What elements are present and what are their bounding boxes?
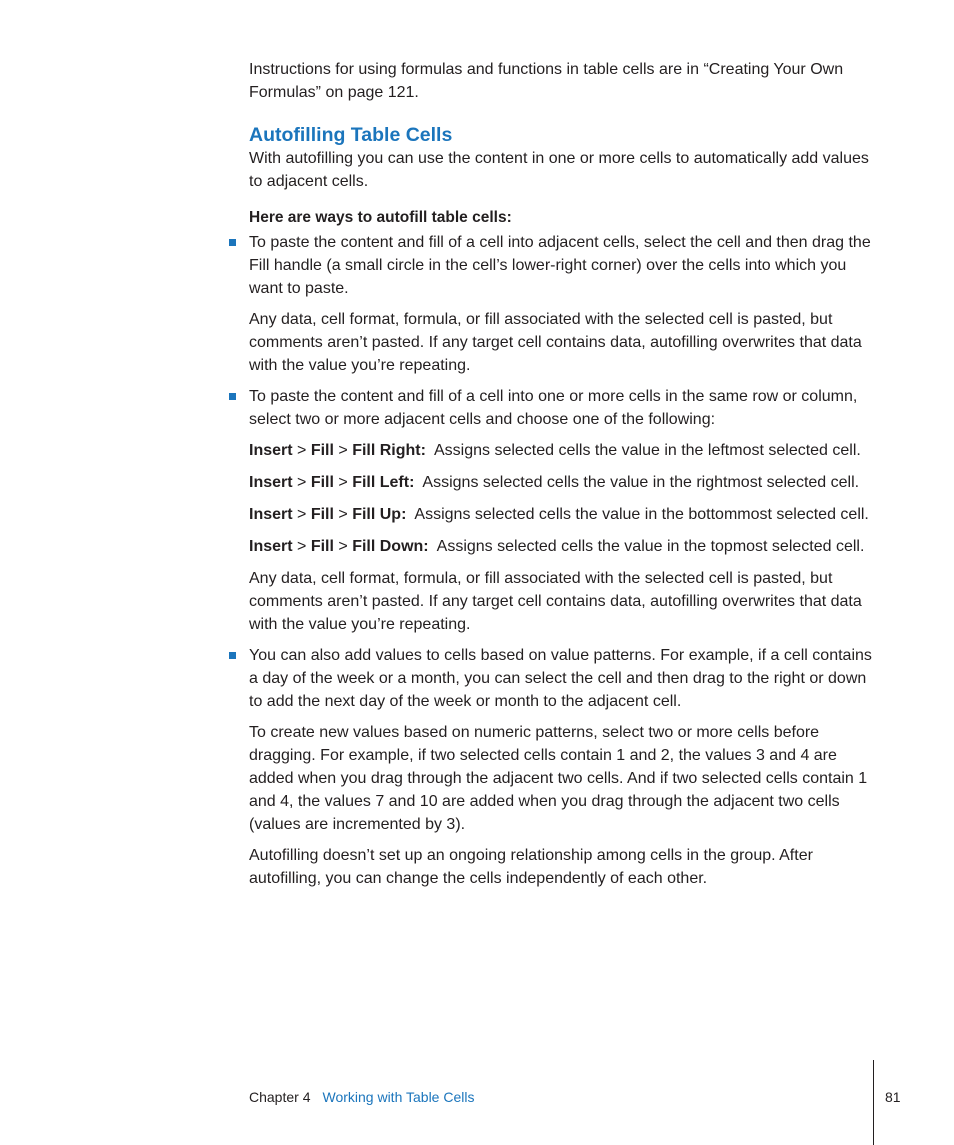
footer-chapter: Chapter 4 bbox=[249, 1089, 311, 1105]
bullet-square-icon bbox=[229, 652, 236, 659]
command-path: Insert > Fill > Fill Right: bbox=[249, 442, 426, 459]
bullet-square-icon bbox=[229, 393, 236, 400]
page-number: 81 bbox=[885, 1089, 901, 1105]
section-heading: Autofilling Table Cells bbox=[249, 124, 453, 146]
command-description: Assigns selected cells the value in the leftmost selected cell. bbox=[433, 442, 861, 459]
bullet-followup: Autofilling doesn’t set up an ongoing relationship among cells in the group. After autofilling, you can change the cells independently of each other. bbox=[249, 847, 813, 887]
command-line bbox=[249, 471, 879, 494]
footer-divider bbox=[873, 1060, 874, 1145]
command-description: Assigns selected cells the value in the rightmost selected cell. bbox=[422, 474, 860, 491]
bullet-item bbox=[249, 231, 879, 300]
bullet-square-icon bbox=[229, 239, 236, 246]
bullet-text: To paste the content and fill of a cell into adjacent cells, select the cell and then drag the Fill handle (a small circle in the cell’s lower-right corner) over the cells into which you want to paste. bbox=[249, 234, 871, 297]
command-path: Insert > Fill > Fill Up: bbox=[249, 506, 407, 523]
section-lead: With autofilling you can use the content in one or more cells to automatically add values to adjacent cells. bbox=[249, 150, 869, 190]
command-path: Insert > Fill > Fill Down: bbox=[249, 538, 429, 555]
list-subheading: Here are ways to autofill table cells: bbox=[249, 209, 512, 226]
page-footer bbox=[249, 1087, 474, 1107]
command-line bbox=[249, 503, 879, 526]
footer-chapter-title[interactable]: Working with Table Cells bbox=[322, 1089, 475, 1105]
bullet-followup: Any data, cell format, formula, or fill associated with the selected cell is pasted, but comments aren’t pasted. If any target cell contains data, autofilling overwrites that data with the value you’re repeating. bbox=[249, 311, 862, 374]
command-line bbox=[249, 439, 879, 462]
bullet-text: You can also add values to cells based on value patterns. For example, if a cell contains a day of the week or a month, you can select the cell and then drag to the right or down to add the next day of the week or month to the adjacent cell. bbox=[249, 647, 872, 710]
bullet-item bbox=[249, 644, 879, 713]
command-line bbox=[249, 535, 879, 558]
intro-paragraph: Instructions for using formulas and functions in table cells are in “Creating Your Own Formulas” on page 121. bbox=[249, 61, 844, 101]
command-description: Assigns selected cells the value in the topmost selected cell. bbox=[436, 538, 865, 555]
command-path: Insert > Fill > Fill Left: bbox=[249, 474, 415, 491]
bullet-followup: To create new values based on numeric patterns, select two or more cells before dragging. For example, if two selected cells contain 1 and 2, the values 3 and 4 are added when you drag through the adjacent two cells. And if two selected cells contain 1 and 4, the values 7 and 10 are added when you drag through the adjacent two cells (values are incremented by 3). bbox=[249, 724, 868, 833]
page-content bbox=[249, 58, 879, 898]
bullet-text: To paste the content and fill of a cell into one or more cells in the same row or column, select two or more adjacent cells and choose one of the following: bbox=[249, 388, 858, 428]
bullet-followup: Any data, cell format, formula, or fill associated with the selected cell is pasted, but comments aren’t pasted. If any target cell contains data, autofilling overwrites that data with the value you’re repeating. bbox=[249, 570, 862, 633]
bullet-item bbox=[249, 385, 879, 431]
command-description: Assigns selected cells the value in the bottommost selected cell. bbox=[414, 506, 869, 523]
